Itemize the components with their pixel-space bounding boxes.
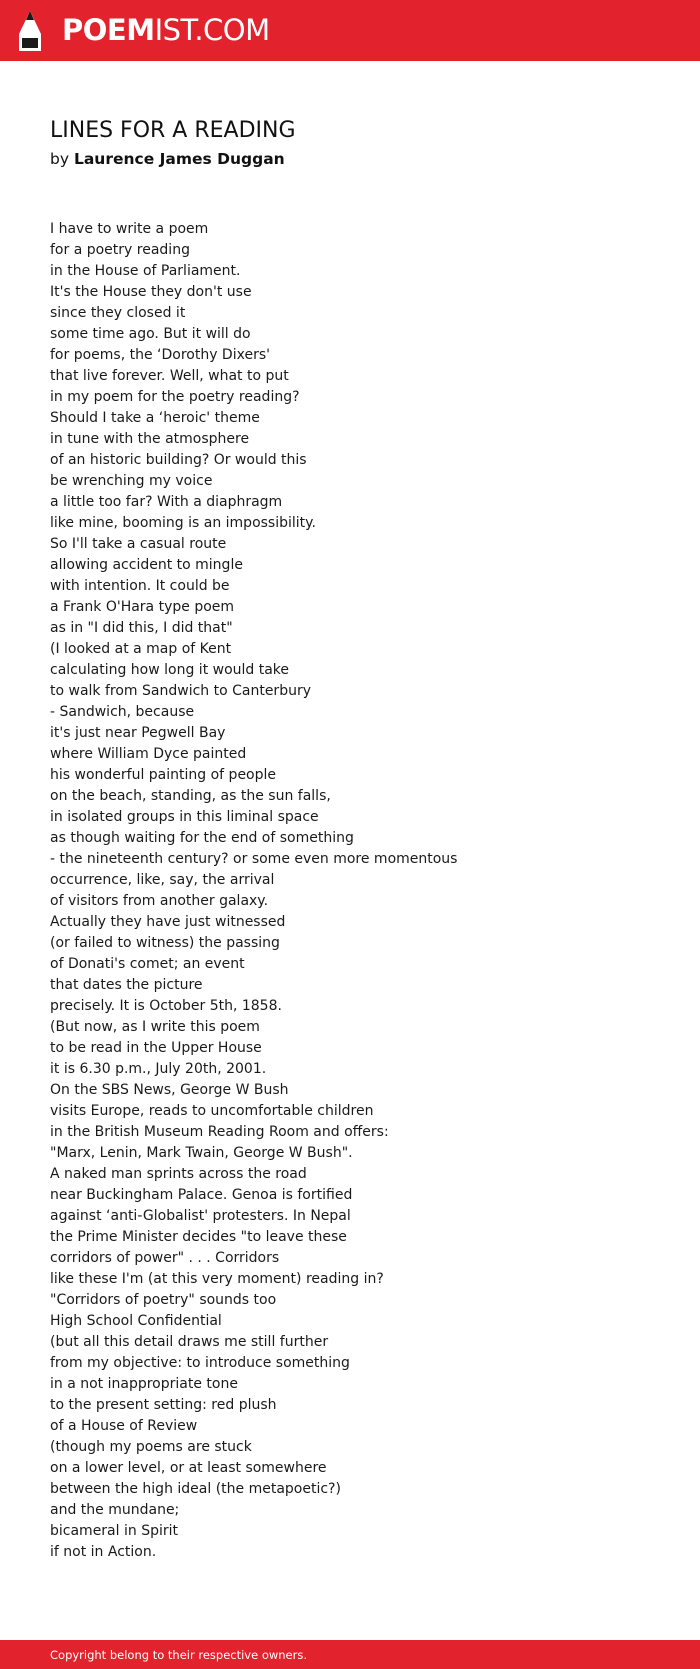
poem-line: be wrenching my voice bbox=[50, 473, 213, 489]
logo-bold-part: POEM bbox=[62, 13, 155, 47]
poem-line: (or failed to witness) the passing bbox=[50, 935, 280, 951]
poem-line: High School Confidential bbox=[50, 1313, 222, 1329]
poem-line: of Donati's comet; an event bbox=[50, 956, 245, 972]
poem-line: where William Dyce painted bbox=[50, 746, 247, 762]
poem-line: since they closed it bbox=[50, 305, 186, 321]
site-header bbox=[0, 0, 700, 61]
poem-line: of an historic building? Or would this bbox=[50, 452, 307, 468]
site-footer bbox=[0, 1640, 700, 1669]
poem-line: On the SBS News, George W Bush bbox=[50, 1082, 289, 1098]
poem-line: in the British Museum Reading Room and offers: bbox=[50, 1124, 389, 1140]
copyright-notice: Copyright belong to their respective owners. bbox=[50, 1648, 308, 1662]
poem-line: and the mundane; bbox=[50, 1502, 180, 1518]
poem-line: It's the House they don't use bbox=[50, 284, 252, 300]
poem-line: it's just near Pegwell Bay bbox=[50, 725, 226, 741]
poem-line: as though waiting for the end of something bbox=[50, 830, 354, 846]
poem-line: from my objective: to introduce something bbox=[50, 1355, 350, 1371]
poem-line: "Marx, Lenin, Mark Twain, George W Bush". bbox=[50, 1145, 353, 1161]
poem-line: in my poem for the poetry reading? bbox=[50, 389, 300, 405]
by-label: by bbox=[50, 150, 70, 168]
poem-line: a Frank O'Hara type poem bbox=[50, 599, 235, 615]
author-name: Laurence James Duggan bbox=[73, 150, 285, 168]
poem-line: I have to write a poem bbox=[50, 221, 209, 237]
poem-line: to the present setting: red plush bbox=[50, 1397, 277, 1413]
poem-body bbox=[50, 219, 650, 1563]
poem-line: in a not inappropriate tone bbox=[50, 1376, 238, 1392]
poem-line: the Prime Minister decides "to leave these bbox=[50, 1229, 347, 1245]
poem-line: in tune with the atmosphere bbox=[50, 431, 250, 447]
poem-line: as in "I did this, I did that" bbox=[50, 620, 233, 636]
poem-line: to walk from Sandwich to Canterbury bbox=[50, 683, 311, 699]
poem-line: for a poetry reading bbox=[50, 242, 190, 258]
poem-line: in isolated groups in this liminal space bbox=[50, 809, 319, 825]
poem-line: on a lower level, or at least somewhere bbox=[50, 1460, 327, 1476]
pencil-icon bbox=[18, 10, 42, 52]
poem-line: corridors of power" . . . Corridors bbox=[50, 1250, 280, 1266]
poem-line: of a House of Review bbox=[50, 1418, 198, 1434]
poem-line: his wonderful painting of people bbox=[50, 767, 277, 783]
poem-line: bicameral in Spirit bbox=[50, 1523, 178, 1539]
poem-line: calculating how long it would take bbox=[50, 662, 290, 678]
poem-line: Actually they have just witnessed bbox=[50, 914, 286, 930]
poem-line: like mine, booming is an impossibility. bbox=[50, 515, 316, 531]
poem-line: in the House of Parliament. bbox=[50, 263, 241, 279]
poem-line: precisely. It is October 5th, 1858. bbox=[50, 998, 282, 1014]
poem-line: (But now, as I write this poem bbox=[50, 1019, 260, 1035]
poem-line: that live forever. Well, what to put bbox=[50, 368, 289, 384]
poem-title: LINES FOR A READING bbox=[50, 118, 296, 143]
poem-line: of visitors from another galaxy. bbox=[50, 893, 269, 909]
poem-line: A naked man sprints across the road bbox=[50, 1166, 307, 1182]
poem-line: some time ago. But it will do bbox=[50, 326, 251, 342]
poem-line: allowing accident to mingle bbox=[50, 557, 243, 573]
poem-line: on the beach, standing, as the sun falls, bbox=[50, 788, 331, 804]
byline bbox=[50, 148, 285, 170]
poem-line: like these I'm (at this very moment) reading in? bbox=[50, 1271, 384, 1287]
poem-line: Should I take a ‘heroic' theme bbox=[50, 410, 260, 426]
poem-line: with intention. It could be bbox=[50, 578, 230, 594]
site-logo-text bbox=[62, 12, 270, 48]
poem-line: to be read in the Upper House bbox=[50, 1040, 262, 1056]
poem-line: (but all this detail draws me still further bbox=[50, 1334, 329, 1350]
poem-line: near Buckingham Palace. Genoa is fortified bbox=[50, 1187, 353, 1203]
poem-line: for poems, the ‘Dorothy Dixers' bbox=[50, 347, 270, 363]
poem-line: if not in Action. bbox=[50, 1544, 157, 1560]
poem-line: (I looked at a map of Kent bbox=[50, 641, 232, 657]
poem-line: - the nineteenth century? or some even more momentous bbox=[50, 851, 458, 867]
poem-line: between the high ideal (the metapoetic?) bbox=[50, 1481, 341, 1497]
poem-line: that dates the picture bbox=[50, 977, 203, 993]
poem-line: (though my poems are stuck bbox=[50, 1439, 252, 1455]
poem-line: a little too far? With a diaphragm bbox=[50, 494, 283, 510]
poem-line: it is 6.30 p.m., July 20th, 2001. bbox=[50, 1061, 267, 1077]
poem-line: So I'll take a casual route bbox=[50, 536, 227, 552]
poem-line: - Sandwich, because bbox=[50, 704, 195, 720]
poem-line: against ‘anti-Globalist' protesters. In Nepal bbox=[50, 1208, 351, 1224]
poem-line: "Corridors of poetry" sounds too bbox=[50, 1292, 277, 1308]
poem-line: occurrence, like, say, the arrival bbox=[50, 872, 275, 888]
logo-light-part: IST.COM bbox=[154, 13, 270, 47]
poem-line: visits Europe, reads to uncomfortable children bbox=[50, 1103, 374, 1119]
